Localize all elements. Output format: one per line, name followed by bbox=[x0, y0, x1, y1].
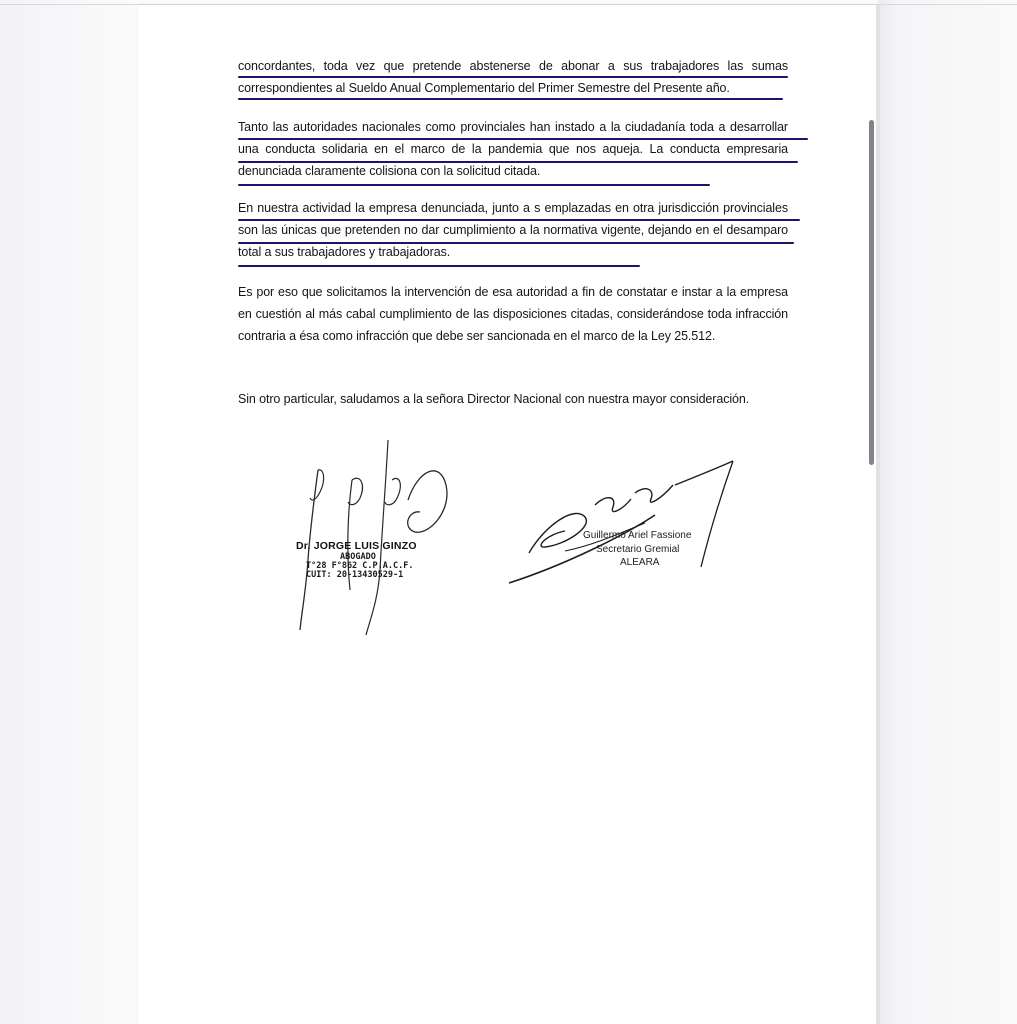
highlight-underline bbox=[238, 265, 640, 267]
signature-right-org: ALEARA bbox=[620, 557, 660, 568]
highlight-underline bbox=[238, 219, 800, 221]
signature-left-name: Dr. JORGE LUIS GINZO bbox=[296, 540, 417, 552]
paragraph-2-text: Tanto las autoridades nacionales como provinciales han instado a la ciudadanía toda a desarrollar una conducta solidaria en el marco de la pandemia que nos aqueja. La conducta empresaria denunciada claramente colisiona con la solicitud citada. bbox=[238, 120, 788, 178]
highlight-underline bbox=[238, 242, 794, 244]
paragraph-5-text: Sin otro particular, saludamos a la señora Director Nacional con nuestra mayor consideración. bbox=[238, 392, 750, 406]
signature-right-scribble bbox=[505, 455, 745, 595]
paragraph-3-text: En nuestra actividad la empresa denunciada, junto a s emplazadas en otra jurisdicción provinciales son las únicas que pretenden no dar cumplimiento a la normativa vigente, dejando en el desamparo total a sus trabajadores y trabajadoras. bbox=[238, 201, 788, 259]
highlight-underline bbox=[238, 161, 798, 163]
scrollbar-thumb[interactable] bbox=[869, 120, 874, 465]
paragraph-4-text: Es por eso que solicitamos la intervención de esa autoridad a fin de constatar e instar a la empresa en cuestión al más cabal cumplimiento de las disposiciones citadas, considerándose toda infracción contraria a ésa como infracción que debe ser sancionada en el marco de la Ley 25.512. bbox=[238, 285, 788, 343]
highlight-underline bbox=[238, 138, 808, 140]
paragraph-2 bbox=[238, 116, 788, 182]
paragraph-5 bbox=[238, 388, 788, 410]
signature-left-registration: T°28 F°862 C.P.A.C.F. bbox=[306, 561, 414, 571]
highlight-underline bbox=[238, 98, 783, 100]
paragraph-4 bbox=[238, 281, 788, 347]
signature-left-cuit: CUIT: 20-13430529-1 bbox=[306, 570, 404, 580]
page-edge bbox=[876, 5, 880, 1024]
paragraph-3 bbox=[238, 197, 788, 263]
highlight-underline bbox=[238, 184, 710, 186]
signature-left-title: ABOGADO bbox=[340, 552, 376, 562]
paragraph-1-text: concordantes, toda vez que pretende abstenerse de abonar a sus trabajadores las sumas correspondientes al Sueldo Anual Complementario del Primer Semestre del Presente año. bbox=[238, 59, 788, 95]
highlight-underline bbox=[238, 76, 788, 78]
signature-right-name: Guillermo Ariel Fassione bbox=[583, 530, 692, 541]
signature-right-title: Secretario Gremial bbox=[596, 544, 680, 555]
